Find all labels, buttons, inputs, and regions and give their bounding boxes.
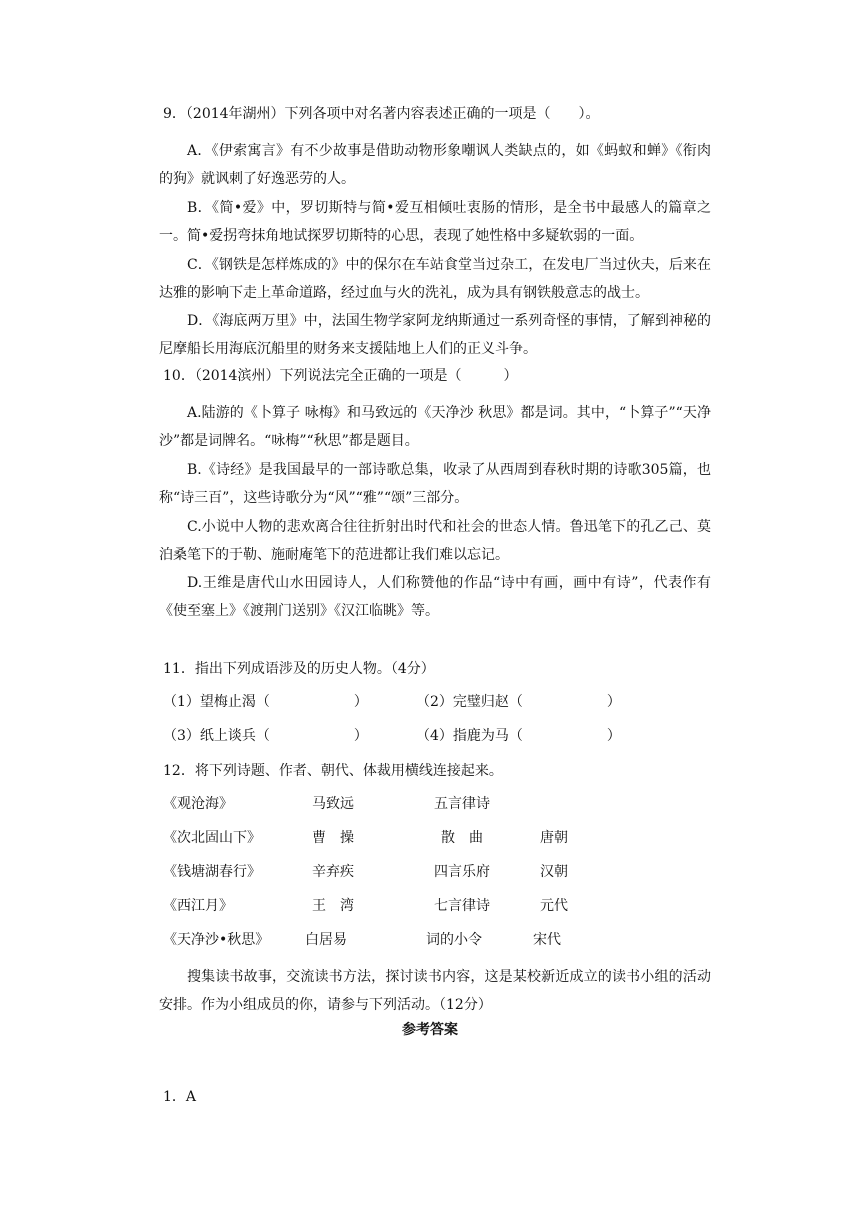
q12-dynasty: 汉朝 (540, 864, 568, 880)
q9-option-a: A．《伊索寓言》有不少故事是借助动物形象嘲讽人类缺点的，如《蚂蚁和蝉》《衔肉的狗》就讽刺了好逸恶劳的人。 (159, 143, 711, 187)
q9-option-b: B．《简•爱》中，罗切斯特与简•爱互相倾吐衷肠的情形，是全书中最感人的篇章之一。简•爱拐弯抹角地试探罗切斯特的心思，表现了她性格中多疑软弱的一面。 (159, 200, 711, 244)
q12-author: 马致远 (312, 796, 354, 812)
q12-dynasty: 唐朝 (540, 830, 568, 846)
q10-option-a: A.陆游的《卜算子 咏梅》和马致远的《天净沙 秋思》都是词。其中，“卜算子”“天净沙”都是词牌名。“咏梅”“秋思”都是题目。 (159, 405, 711, 449)
q10-stem: 10．（2014滨州）下列说法完全正确的一项是（ ） (163, 368, 518, 384)
q12-title: 《天净沙•秋思》 (163, 932, 270, 948)
answers-title: 参考答案 (402, 1022, 458, 1038)
q12-dynasty: 宋代 (533, 932, 561, 948)
q10-option-b: B.《诗经》是我国最早的一部诗歌总集，收录了从西周到春秋时期的诗歌305篇，也称“诗三百”，这些诗歌分为“风”“雅”“颂”三部分。 (159, 462, 711, 506)
q11-item-2: （2）完璧归赵（ ） (416, 694, 621, 710)
q12-author: 辛弃疾 (312, 864, 354, 880)
q9-option-c: C．《钢铁是怎样炼成的》中的保尔在车站食堂当过杂工，在发电厂当过伙夫，后来在达雅的影响下走上革命道路，经过血与火的洗礼，成为具有钢铁般意志的战士。 (159, 257, 711, 301)
q11-item-4: （4）指鹿为马（ ） (416, 728, 621, 744)
q11-item-3: （3）纸上谈兵（ ） (163, 728, 368, 744)
q11-item-1: （1）望梅止渴（ ） (163, 694, 368, 710)
q9-option-d: D．《海底两万里》中，法国生物学家阿龙纳斯通过一系列奇怪的事情，了解到神秘的尼摩船长用海底沉船里的财务来支援陆地上人们的正义斗争。 (159, 313, 711, 357)
q12-genre: 散 曲 (441, 830, 483, 846)
q11-stem: 11．指出下列成语涉及的历史人物。（4分） (163, 661, 435, 677)
q12-author: 曹 操 (312, 830, 354, 846)
q12-genre: 词的小令 (426, 932, 482, 948)
q10-option-d: D.王维是唐代山水田园诗人，人们称赞他的作品“诗中有画，画中有诗”，代表作有《使至塞上》《渡荆门送别》《汉江临眺》等。 (159, 575, 711, 619)
q12-title: 《西江月》 (163, 898, 233, 914)
q12-genre: 五言律诗 (434, 796, 490, 812)
q12-author: 王 湾 (312, 898, 354, 914)
q12-title: 《钱塘湖春行》 (163, 864, 261, 880)
q12-genre: 四言乐府 (434, 864, 490, 880)
q12-author: 白居易 (305, 932, 347, 948)
q9-stem: 9．（2014年湖州）下列各项中对名著内容表述正确的一项是（ ）。 (163, 106, 600, 122)
q12-title: 《次北固山下》 (163, 830, 261, 846)
q12-dynasty: 元代 (540, 898, 568, 914)
q12-stem: 12．将下列诗题、作者、朝代、体裁用横线连接起来。 (163, 763, 503, 779)
q12-title: 《观沧海》 (163, 796, 233, 812)
answer-1: 1．A (163, 1089, 197, 1105)
activity-intro: 搜集读书故事，交流读书方法，探讨读书内容，这是某校新近成立的读书小组的活动安排。作为小组成员的你，请参与下列活动。（12分） (159, 969, 711, 1013)
q10-option-c: C.小说中人物的悲欢离合往往折射出时代和社会的世态人情。鲁迅笔下的孔乙己、莫泊桑笔下的于勒、施耐庵笔下的范进都让我们难以忘记。 (159, 519, 711, 563)
q12-genre: 七言律诗 (434, 898, 490, 914)
